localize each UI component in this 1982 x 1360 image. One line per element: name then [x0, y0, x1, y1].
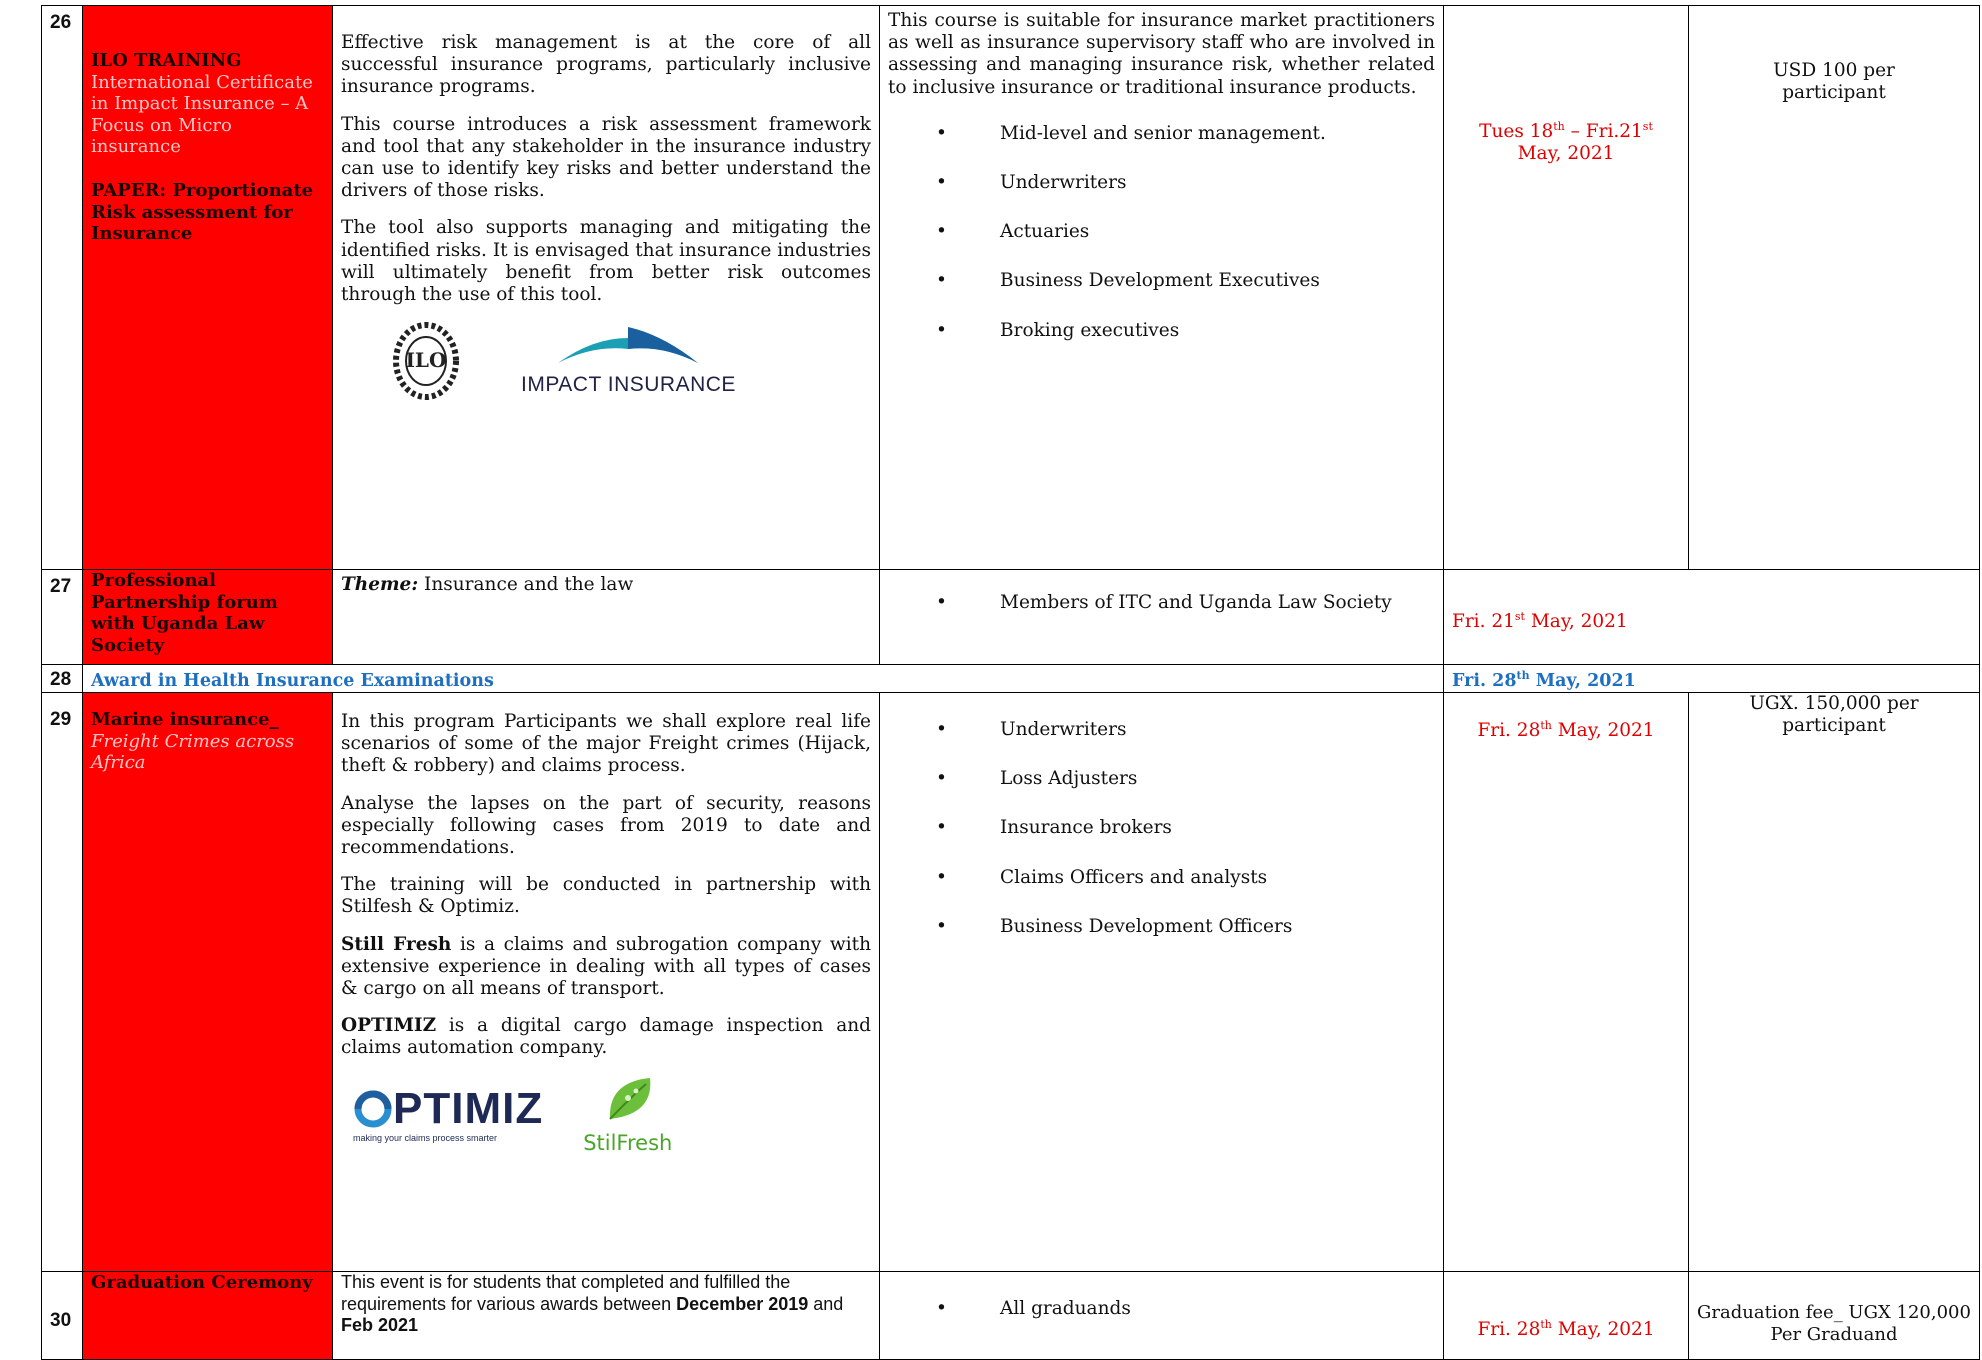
section-date	[1444, 665, 1980, 693]
description-paragraph: Analyse the lapses on the part of security, reasons especially following cases from 2019 to date and recommendations.	[341, 792, 871, 858]
course-description	[333, 693, 880, 1272]
list-item: • Actuaries	[888, 221, 1435, 243]
course-title: Marine insurance_	[91, 709, 279, 730]
date-text: May, 2021	[1524, 611, 1628, 633]
impact-insurance-logo	[521, 325, 736, 396]
course-date	[1444, 693, 1689, 1272]
target-audience	[880, 1272, 1444, 1360]
theme-text: Insurance and the law	[418, 574, 634, 595]
partner-logos	[341, 1074, 871, 1155]
row-number: 29	[42, 693, 83, 1272]
date-suffix: th	[1516, 669, 1530, 682]
course-title: Graduation Ceremony	[91, 1272, 313, 1293]
row-number: 28	[42, 665, 83, 693]
course-date	[1444, 1272, 1689, 1360]
list-item: • Loss Adjusters	[888, 768, 1435, 790]
course-title-cell	[83, 693, 333, 1272]
course-title-cell	[83, 1272, 333, 1360]
theme-label: Theme:	[341, 574, 419, 595]
list-item: • Insurance brokers	[888, 817, 1435, 839]
description-paragraph: Effective risk management is at the core of all successful insurance programs, particularly inclusive insurance programs.	[341, 32, 871, 98]
date-suffix: st	[1514, 610, 1525, 623]
description-text: and	[808, 1293, 844, 1314]
description-paragraph: The tool also supports managing and mitigating the identified risks. It is envisaged that insurance industries will ultimately benefit from better risk outcomes through the use of this tool.	[341, 217, 871, 305]
row-number: 27	[42, 570, 83, 665]
date-text: Fri. 28	[1477, 720, 1541, 742]
course-fee: USD 100 per participant	[1689, 6, 1980, 570]
date-text: May, 2021	[1529, 670, 1636, 691]
section-title: Award in Health Insurance Examinations	[83, 665, 1444, 693]
description-paragraph	[341, 1015, 871, 1059]
target-audience	[880, 570, 1444, 665]
course-description	[333, 6, 880, 570]
audience-list	[888, 592, 1435, 614]
course-title-cell	[83, 6, 333, 570]
list-item: • Underwriters	[888, 719, 1435, 741]
date-text: Fri. 28	[1477, 1319, 1541, 1341]
table-row	[42, 693, 1980, 1272]
course-date	[1444, 570, 1980, 665]
course-paper: PAPER: Proportionate Risk assessment for Insurance	[91, 179, 314, 245]
optimiz-swirl-icon	[353, 1089, 393, 1129]
audience-list	[888, 1298, 1435, 1320]
description-bold: December 2019	[676, 1293, 809, 1314]
stillfresh-name: Still Fresh	[341, 933, 452, 955]
audience-intro: This course is suitable for insurance market practitioners as well as insurance supervisory staff who are involved in assessing and managing insurance risk, whether related to inclusive insurance or traditional insurance products.	[888, 10, 1435, 98]
date-text: Fri. 28	[1452, 670, 1517, 691]
table-row	[42, 665, 1980, 693]
date-suffix: th	[1553, 120, 1565, 133]
description-paragraph: The training will be conducted in partnership with Stilfesh & Optimiz.	[341, 874, 871, 918]
list-item: • Business Development Officers	[888, 916, 1435, 938]
course-title-cell	[83, 570, 333, 665]
table-row	[42, 1272, 1980, 1360]
audience-list	[888, 123, 1435, 342]
date-text: Tues 18	[1479, 121, 1554, 143]
optimiz-tagline: making your claims process smarter	[353, 1132, 498, 1143]
course-date	[1444, 6, 1689, 570]
row-number: 30	[42, 1272, 83, 1360]
ilo-logo-text: ILO	[405, 348, 447, 373]
umbrella-icon	[553, 325, 703, 365]
date-suffix: st	[1642, 120, 1653, 133]
course-subtitle: International Certificate in Impact Insurance – A Focus on Micro insurance	[91, 71, 313, 158]
course-fee: UGX. 150,000 per participant	[1689, 693, 1980, 1272]
date-text: May, 2021	[1551, 720, 1655, 742]
stillfresh-text: is a claims and subrogation company with extensive experience in dealing with all types of cases & cargo on all means of transport.	[341, 933, 872, 999]
list-item: • Broking executives	[888, 320, 1435, 342]
list-item: • Underwriters	[888, 172, 1435, 194]
audience-list	[888, 719, 1435, 938]
target-audience	[880, 693, 1444, 1272]
list-item: • Mid-level and senior management.	[888, 123, 1435, 145]
course-title: ILO TRAINING	[91, 50, 242, 71]
leaf-icon	[598, 1074, 658, 1124]
optimiz-name: OPTIMIZ	[341, 1015, 437, 1037]
course-fee: Graduation fee_ UGX 120,000 Per Graduand	[1689, 1272, 1980, 1360]
training-schedule-table	[41, 5, 1980, 1360]
stilfresh-logo-text: StilFresh	[583, 1130, 673, 1155]
partner-logos	[341, 321, 871, 401]
description-paragraph: This course introduces a risk assessment framework and tool that any stakeholder in the insurance industry can use to identify key risks and better understand the drivers of those risks.	[341, 113, 871, 202]
ilo-logo	[391, 321, 461, 401]
list-item: • Members of ITC and Uganda Law Society	[888, 592, 1435, 614]
stilfresh-logo	[583, 1074, 672, 1155]
date-suffix: th	[1540, 719, 1552, 732]
course-subtitle: Freight Crimes across Africa	[91, 730, 295, 774]
course-title: Professional Partnership forum with Uganda Law Society	[91, 570, 278, 656]
date-text: May, 2021	[1551, 1319, 1655, 1341]
date-text: – Fri.21	[1564, 121, 1643, 143]
description-paragraph: In this program Participants we shall explore real life scenarios of some of the major Freight crimes (Hijack, theft & robbery) and claims process.	[341, 711, 871, 777]
list-item: • Claims Officers and analysts	[888, 867, 1435, 889]
impact-insurance-text: IMPACT INSURANCE	[521, 372, 736, 396]
description-bold: Feb 2021	[341, 1315, 419, 1336]
course-description	[333, 570, 880, 665]
course-description	[333, 1272, 880, 1360]
date-text: May, 2021	[1517, 143, 1615, 165]
optimiz-text: is a digital cargo damage inspection and claims automation company.	[341, 1015, 871, 1059]
date-text: Fri. 21	[1452, 611, 1515, 633]
description-paragraph	[341, 934, 871, 1001]
table-row	[42, 6, 1980, 570]
table-row	[42, 570, 1980, 665]
optimiz-logo	[353, 1083, 544, 1144]
list-item: • All graduands	[888, 1298, 1435, 1320]
optimiz-logo-text: PTIMIZ	[393, 1083, 544, 1133]
list-item: • Business Development Executives	[888, 270, 1435, 292]
row-number: 26	[42, 6, 83, 570]
target-audience	[880, 6, 1444, 570]
date-suffix: th	[1540, 1318, 1552, 1331]
description-text: This event is for students that completed and fulfilled the requirements for various awards between	[341, 1272, 791, 1314]
